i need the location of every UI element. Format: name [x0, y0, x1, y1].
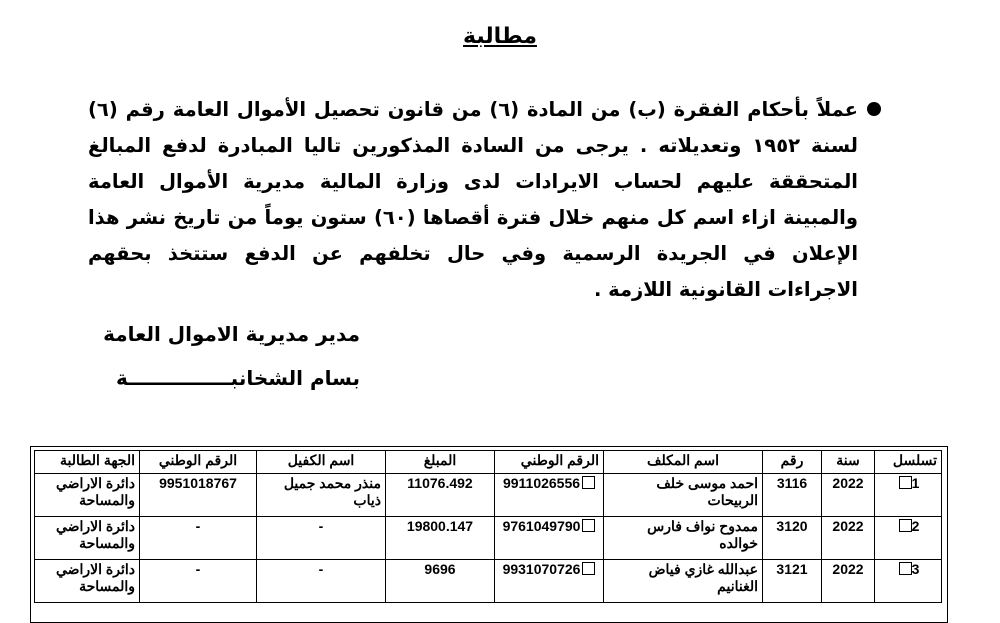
cell-claimant: دائرة الاراضي والمساحة: [35, 474, 140, 517]
signature-name: بسام الشخانبـــــــــــــــة: [116, 366, 360, 390]
cell-national-id: 9931070726: [495, 560, 604, 603]
checkbox-icon: [582, 562, 595, 575]
cell-year: 2022: [822, 474, 875, 517]
header-guarantor: اسم الكفيل: [257, 451, 386, 474]
header-guarantor-id: الرقم الوطني: [140, 451, 257, 474]
table-header-row: [35, 451, 942, 474]
bullet-icon: [867, 102, 881, 116]
cell-serial: 2: [875, 517, 942, 560]
header-taxpayer: اسم المكلف: [604, 451, 763, 474]
cell-taxpayer: عبدالله غازي فياض الغنانيم: [604, 560, 763, 603]
cell-serial: 3: [875, 560, 942, 603]
cell-guarantor-id: 9951018767: [140, 474, 257, 517]
cell-national-id: 9911026556: [495, 474, 604, 517]
cell-amount: 11076.492: [386, 474, 495, 517]
cell-claimant: دائرة الاراضي والمساحة: [35, 517, 140, 560]
table-row: [35, 517, 942, 560]
table-row: [35, 474, 942, 517]
cell-number: 3116: [763, 474, 822, 517]
cell-amount: 19800.147: [386, 517, 495, 560]
cell-serial: 1: [875, 474, 942, 517]
table-row: [35, 560, 942, 603]
header-serial: تسلسل: [875, 451, 942, 474]
checkbox-icon: [899, 476, 912, 489]
page-title: مطالبة: [463, 24, 537, 49]
cell-year: 2022: [822, 560, 875, 603]
cell-amount: 9696: [386, 560, 495, 603]
claims-table: [34, 450, 942, 603]
cell-national-id: 9761049790: [495, 517, 604, 560]
header-year: سنة: [822, 451, 875, 474]
cell-number: 3121: [763, 560, 822, 603]
header-amount: المبلغ: [386, 451, 495, 474]
checkbox-icon: [582, 476, 595, 489]
cell-guarantor: -: [257, 517, 386, 560]
header-number: رقم: [763, 451, 822, 474]
cell-number: 3120: [763, 517, 822, 560]
notice-paragraph: عملاً بأحكام الفقرة (ب) من المادة (٦) من قانون تحصيل الأموال العامة رقم (٦) لسنة ١٩٥٢ وتعديلاته . يرجى من السادة المذكورين تاليا المبادرة لدفع المبالغ المتحققة عليهم لحساب الايرادات لدى وزارة المالية مديرية الأموال العامة والمبينة ازاء اسم كل منهم خلال فترة أقصاها (٦٠) ستون يوماً من تاريخ نشر هذا الإعلان في الجريدة الرسمية وفي حال تخلفهم عن الدفع ستتخذ بحقهم الاجراءات القانونية اللازمة .: [88, 98, 858, 301]
signature-position: مدير مديرية الاموال العامة: [103, 322, 360, 346]
checkbox-icon: [582, 519, 595, 532]
cell-taxpayer: ممدوح نواف فارس خوالده: [604, 517, 763, 560]
cell-guarantor: منذر محمد جميل ذياب: [257, 474, 386, 517]
cell-claimant: دائرة الاراضي والمساحة: [35, 560, 140, 603]
header-national-id: الرقم الوطني: [495, 451, 604, 474]
checkbox-icon: [899, 562, 912, 575]
checkbox-icon: [899, 519, 912, 532]
cell-guarantor-id: -: [140, 560, 257, 603]
cell-guarantor-id: -: [140, 517, 257, 560]
cell-year: 2022: [822, 517, 875, 560]
cell-guarantor: -: [257, 560, 386, 603]
header-claimant: الجهة الطالبة: [35, 451, 140, 474]
cell-taxpayer: احمد موسى خلف الربيحات: [604, 474, 763, 517]
